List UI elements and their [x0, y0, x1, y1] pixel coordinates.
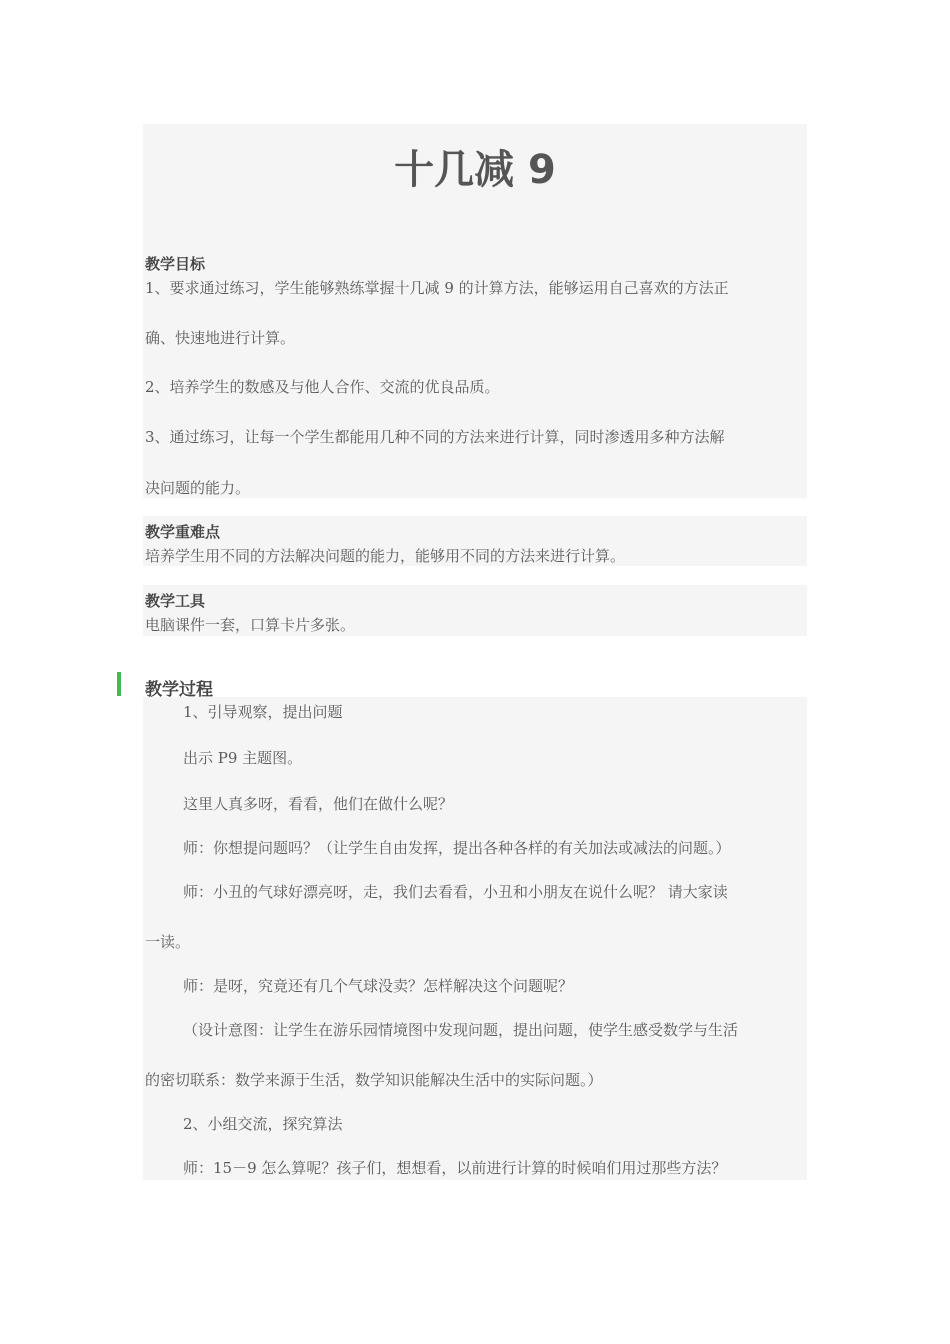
objectives-line: 决问题的能力。 — [145, 479, 251, 497]
process-line: 师：小丑的气球好漂亮呀，走，我们去看看，小丑和小朋友在说什么呢？ 请大家读 — [183, 883, 728, 901]
process-line: 的密切联系：数学来源于生活，数学知识能解决生活中的实际问题。） — [145, 1071, 603, 1089]
process-line: （设计意图：让学生在游乐园情境图中发现问题，提出问题，使学生感受数学与生活 — [183, 1021, 739, 1039]
section-accent-bar — [117, 672, 121, 696]
objectives-heading: 教学目标 — [145, 255, 206, 273]
key-points-heading: 教学重难点 — [145, 523, 221, 541]
process-heading: 教学过程 — [145, 680, 213, 700]
tools-heading: 教学工具 — [145, 592, 206, 610]
key-points-text: 培养学生用不同的方法解决问题的能力，能够用不同的方法来进行计算。 — [145, 547, 626, 565]
objectives-line: 2、培养学生的数感及与他人合作、交流的优良品质。 — [145, 378, 500, 396]
process-line: 这里人真多呀，看看，他们在做什么呢？ — [183, 795, 454, 813]
objectives-line: 1、要求通过练习，学生能够熟练掌握十几减 9 的计算方法，能够运用自己喜欢的方法正 — [145, 279, 729, 297]
document-title: 十几减 9 — [394, 147, 556, 193]
process-line: 2、小组交流，探究算法 — [183, 1115, 343, 1133]
process-panel — [143, 697, 807, 1180]
objectives-line: 3、通过练习，让每一个学生都能用几种不同的方法来进行计算，同时渗透用多种方法解 — [145, 428, 725, 446]
tools-text: 电脑课件一套，口算卡片多张。 — [145, 616, 356, 634]
process-line: 出示 P9 主题图。 — [183, 749, 303, 767]
objectives-line: 确、快速地进行计算。 — [145, 329, 296, 347]
process-line: 师：你想提问题吗？（让学生自由发挥，提出各种各样的有关加法或减法的问题。） — [183, 839, 731, 857]
process-line: 师：15－9 怎么算呢？孩子们，想想看，以前进行计算的时候咱们用过那些方法？ — [183, 1159, 727, 1177]
process-line: 1、引导观察，提出问题 — [183, 703, 343, 721]
process-line: 师：是呀，究竟还有几个气球没卖？怎样解决这个问题呢？ — [183, 977, 574, 995]
process-line: 一读。 — [145, 933, 191, 951]
